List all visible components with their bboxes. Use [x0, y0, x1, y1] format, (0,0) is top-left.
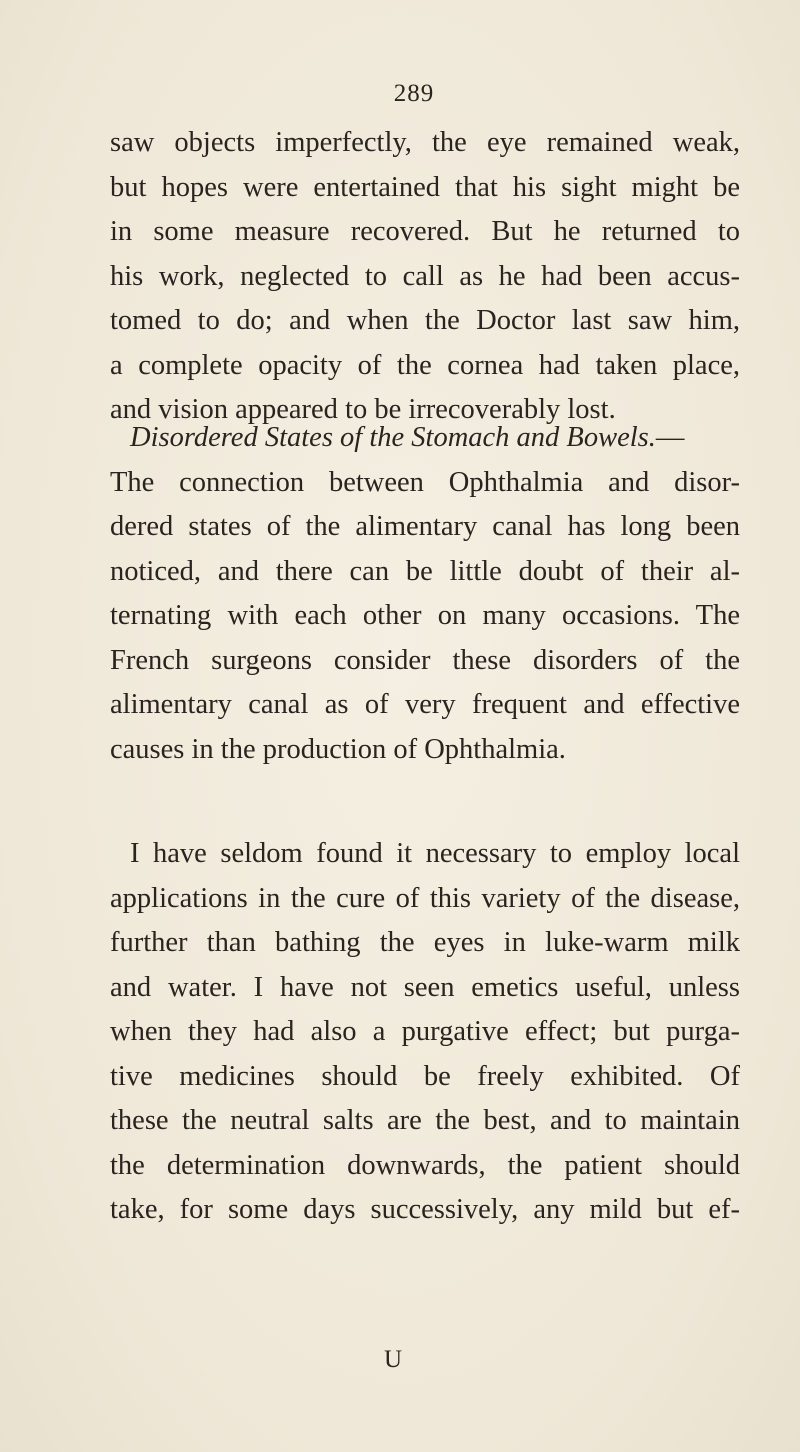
- text-line: his work, neglected to call as he had been accus-: [110, 260, 740, 292]
- text-line: when they had also a purgative effect; but purga-: [110, 1016, 740, 1047]
- text-line: alimentary canal as of very frequent and effective: [110, 689, 740, 720]
- text-line: and vision appeared to be irrecoverably lost.: [110, 394, 616, 425]
- text-line: French surgeons consider these disorders of the: [110, 644, 740, 676]
- text-line: a complete opacity of the cornea had taken place,: [110, 349, 740, 381]
- text-line: tomed to do; and when the Doctor last saw him,: [110, 305, 740, 336]
- paragraph-2: [110, 416, 740, 772]
- text-line: take, for some days successively, any mild but ef-: [110, 1194, 740, 1225]
- text-line: the determination downwards, the patient should: [110, 1149, 740, 1181]
- text-line: in some measure recovered. But he returned to: [110, 216, 740, 247]
- text-line: dered states of the alimentary canal has long been: [110, 511, 740, 542]
- section-heading: Disordered States of the Stomach and Bowels.: [130, 422, 656, 453]
- text-line: The connection between Ophthalmia and disor-: [110, 466, 740, 498]
- text-line: applications in the cure of this variety of the disease,: [110, 882, 740, 914]
- heading-dash: —: [655, 422, 685, 453]
- section-heading-line: [110, 416, 740, 461]
- text-line: causes in the production of Ophthalmia.: [110, 733, 566, 765]
- text-line: further than bathing the eyes in luke-warm milk: [110, 927, 740, 958]
- signature-mark: U: [384, 1346, 403, 1373]
- paragraph-1: [110, 121, 740, 433]
- text-line: and water. I have not seen emetics useful, unless: [110, 971, 740, 1003]
- text-line: but hopes were entertained that his sight might be: [110, 171, 740, 203]
- text-line: tive medicines should be freely exhibited. Of: [110, 1060, 740, 1092]
- text-line: I have seldom found it necessary to employ local: [130, 838, 740, 869]
- text-line: ternating with each other on many occasions. The: [110, 600, 740, 631]
- page-number: 289: [393, 80, 435, 107]
- text-line: noticed, and there can be little doubt of their al-: [110, 555, 740, 587]
- text-line: saw objects imperfectly, the eye remained weak,: [110, 127, 740, 158]
- text-line: these the neutral salts are the best, and to maintain: [110, 1105, 740, 1136]
- paragraph-3: [110, 832, 740, 1233]
